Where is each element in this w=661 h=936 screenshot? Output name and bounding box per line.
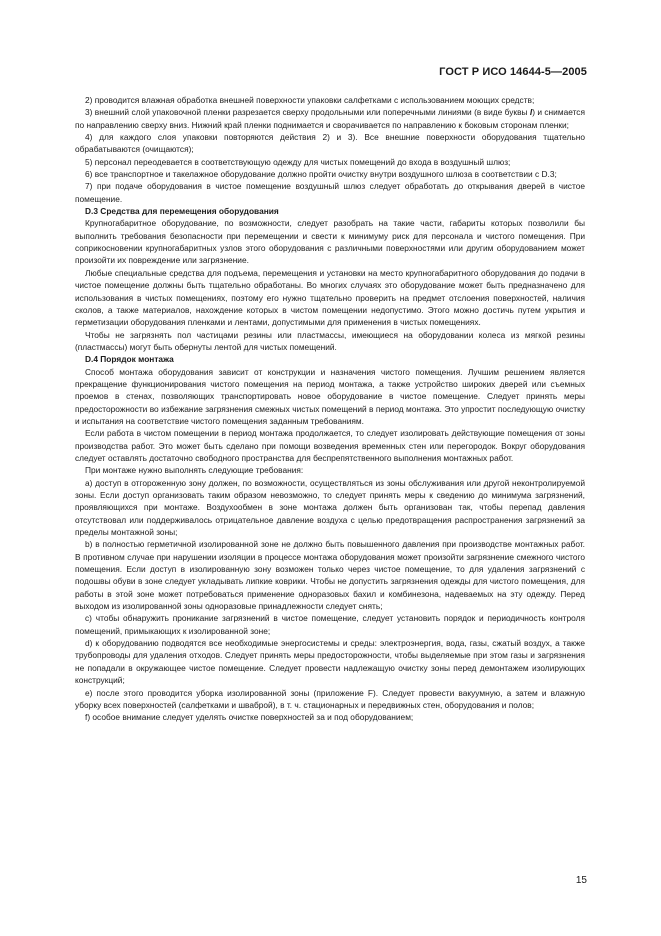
section-d3-paragraph: Крупногабаритное оборудование, по возможности, следует разобрать на такие части, габариты которых позволили бы выполнить требования безопасности при перемещении и свести к минимуму риск для персонала и чистого помещения. При соприкосновении крупногабаритных узлов этого оборудования с различными поверхностями или другим оборудованием может произойти их повреждение или загрязнение. [75, 218, 585, 266]
requirement-c: c) чтобы обнаружить проникание загрязнений в чистое помещение, следует установить порядок и периодичность контроля помещений, примыкающих к изолированной зоне; [75, 613, 585, 636]
letter-i: I [529, 107, 533, 118]
requirement-f: f) особое внимание следует уделять очистке поверхностей за и под оборудованием; [85, 712, 414, 723]
list-item-5: 5) персонал переодевается в соответствующую одежду для чистых помещений до входа в воздушный шлюз; [85, 156, 511, 167]
requirement-b: b) в полностью герметичной изолированной зоне не должно быть повышенного давления при производстве монтажных работ. В противном случае при нарушении изоляции в процессе монтажа оборудования может произойти загрязнение смежного чистого помещения. Если доступ в изолированную зону возможен только через чистое помещение, то для удаления загрязнений с подошвы обуви в зоне следует укладывать липкие коврики. Чтобы не допустить загрязнения одежды для чистого помещения, для работы в этой зоне может потребоваться применение одноразовых бахил и комбинезона, надеваемых на эту одежду. Перед выходом из изолированной зоны одноразовые принадлежности следует снять; [75, 539, 585, 612]
list-item-3-start: 3) внешний слой упаковочной пленки разрезается сверху продольными или поперечными линиями (в виде буквы [85, 107, 530, 118]
list-item-6: 6) все транспортное и такелажное оборудование должно пройти очистку внутри воздушного шлюза в соответствии с D.3; [85, 169, 557, 180]
section-d4-paragraph: При монтаже нужно выполнять следующие требования: [85, 465, 304, 476]
list-item-3-end: ) и снимается по направлению сверху вниз. Нижний край пленки поднимается и сворачивается по направлению к боковым сторонам пленки; [75, 107, 585, 130]
page-body [75, 94, 585, 724]
section-d3-paragraph: Чтобы не загрязнять пол частицами резины или пластмассы, имеющиеся на оборудовании колеса из мягкой резины (пластмассы) могут быть обернуты лентой для чистых помещений. [75, 329, 585, 352]
list-item-3 [75, 106, 585, 131]
list-item-2: 2) проводится влажная обработка внешней поверхности упаковки салфетками с использованием моющих средств; [85, 95, 535, 105]
requirement-d: d) к оборудованию подводятся все необходимые энергосистемы и среды: электроэнергия, вода, газы, сжатый воздух, а также трубопроводы для удаления отходов. Следует принять меры предосторожности, чтобы выделяемые при этом газы и загрязнения не попадали в окружающее чистое помещение. Следует провести надлежащую очистку зоны перед демонтажем изолирующих конструкций; [75, 638, 585, 686]
section-d4-paragraph: Если работа в чистом помещении в период монтажа продолжается, то следует изолировать действующие помещения от зоны производства работ. Это может быть сделано при помощи возведения временных стен или перегородок. Вокруг оборудования следует оставлять достаточно свободного пространства для беспрепятственного выполнения монтажных работ. [75, 428, 585, 463]
section-d4-paragraph: Способ монтажа оборудования зависит от конструкции и назначения чистого помещения. Лучшим решением является прекращение функционирования чистого помещения на период монтажа, а также устройство широких дверей или съемных проемов в стенах, позволяющих транспортировать новое оборудование в чистое помещение. Следует принять меры предосторожности во избежание загрязнения смежных чистых помещений в период монтажа. Это упростит последующую очистку и испытания на соответствие чистого помещения заданным требованиям. [75, 366, 585, 426]
document-code: ГОСТ Р ИСО 14644-5—2005 [439, 66, 587, 78]
section-d3-heading: D.3 Средства для перемещения оборудования [85, 206, 279, 217]
section-d4-heading: D.4 Порядок монтажа [85, 354, 174, 365]
list-item-4: 4) для каждого слоя упаковки повторяются действия 2) и 3). Все внешние поверхности оборудования тщательно обрабатываются (очищаются); [75, 132, 585, 155]
requirement-a: a) доступ в отгороженную зону должен, по возможности, осуществляться из зоны обслуживания или другой неконтролируемой зоны. Если доступ организовать таким образом невозможно, то следует принять меры к сведению до минимума загрязнений, проявляющихся при монтаже. Воздухообмен в зоне монтажа должен быть организован так, чтобы перепад давления отсутствовал или поддерживалось отрицательное давление воздуха с целью предотвращения распространения загрязнений за пределы монтажной зоны; [75, 477, 585, 538]
section-d3-paragraph: Любые специальные средства для подъема, перемещения и установки на место крупногабаритного оборудования до подачи в чистое помещение должны быть тщательно обработаны. Во многих случаях это оборудование может быть предназначено для использования в чистых помещениях, поэтому его нужно тщательно проверить на предмет отслоения поверхностей, наличия сколов, а также материалов, нахождение которых в чистом помещении недопустимо. Этого можно достичь путем укрытия и герметизации оборудования пленками и лентами, допустимыми для применения в чистых помещениях. [75, 267, 585, 328]
requirement-e: e) после этого проводится уборка изолированной зоны (приложение F). Следует провести вакуумную, а затем и влажную уборку всех поверхностей (салфетками и шваброй), в т. ч. стационарных и передвижных стен, оборудования и полов; [75, 687, 585, 710]
page-number: 15 [575, 875, 587, 886]
list-item-7: 7) при подаче оборудования в чистое помещение воздушный шлюз следует обработать до открывания дверей в чистое помещение. [75, 181, 585, 204]
